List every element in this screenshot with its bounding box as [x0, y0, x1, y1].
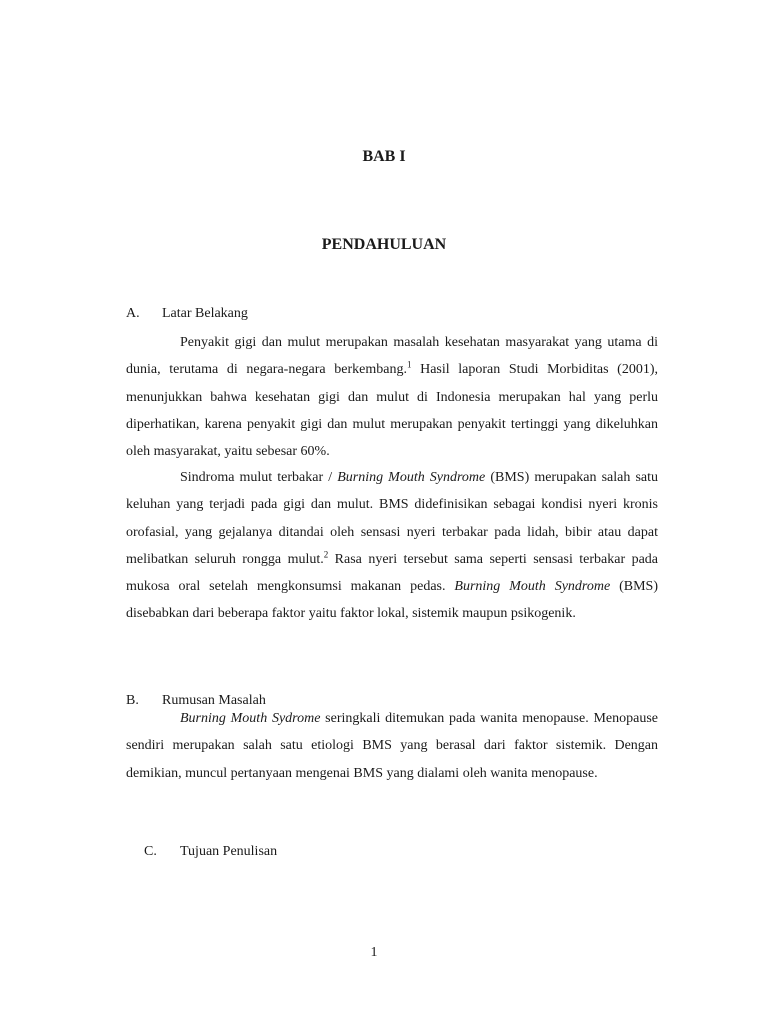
italic-term: Burning Mouth Syndrome [454, 579, 611, 595]
text-run: seringkali ditemukan pada wanita menopause. Menopause sendiri merupakan salah satu etiologi BMS yang berasal dari faktor sistemik. Dengan demikian, muncul pertanyaan mengenai BMS yang dialami oleh wanita menopause. [126, 711, 658, 781]
section-c-letter: C. [144, 844, 157, 859]
section-b-paragraph-1 [126, 705, 658, 787]
text-run: (BMS) merupakan salah satu keluhan yang terjadi pada gigi dan mulut. BMS didefinisikan sebagai kondisi nyeri kronis orofasial, yang gejalanya ditandai oleh sensasi nyeri terbakar pada lidah, bibir atau dapat melibatkan seluruh rongga mulut. [126, 470, 658, 567]
section-a-heading [126, 305, 248, 323]
text-run: (BMS) disebabkan dari beberapa faktor yaitu faktor lokal, sistemik maupun psikogenik. [126, 579, 658, 622]
footnote-ref: 2 [323, 549, 329, 560]
page-number: 1 [370, 945, 378, 960]
text-run: Rasa nyeri tersebut sama seperti sensasi terbakar pada mukosa oral setelah mengkonsumsi makanan pedas. [126, 551, 658, 595]
chapter-heading: BAB I [362, 148, 406, 165]
section-a-paragraph-1 [126, 329, 658, 465]
chapter-title: PENDAHULUAN [321, 236, 447, 253]
section-c-heading [144, 843, 278, 861]
section-b-label: Rumusan Masalah [162, 693, 266, 708]
section-b-letter: B. [126, 693, 139, 708]
section-a-label: Latar Belakang [162, 306, 248, 321]
text-run: Sindroma mulut terbakar / [180, 470, 338, 485]
section-c-label: Tujuan Penulisan [180, 844, 278, 859]
section-a-paragraph-2 [126, 464, 658, 628]
italic-term: Burning Mouth Sydrome [180, 711, 321, 726]
section-a-letter: A. [126, 306, 140, 321]
text-run: Hasil laporan Studi Morbiditas (2001), menunjukkan bahwa kesehatan gigi dan mulut di Indonesia merupakan hal yang perlu diperhatikan, karena penyakit gigi dan mulut merupakan penyakit tertinggi yang dikeluhkan oleh masyarakat, yaitu sebesar 60%. [126, 362, 658, 460]
italic-term: Burning Mouth Syndrome [337, 470, 486, 485]
text-run: Penyakit gigi dan mulut merupakan masalah kesehatan masyarakat yang utama di dunia, terutama di negara-negara berkembang. [126, 335, 658, 378]
footnote-ref: 1 [406, 359, 412, 370]
